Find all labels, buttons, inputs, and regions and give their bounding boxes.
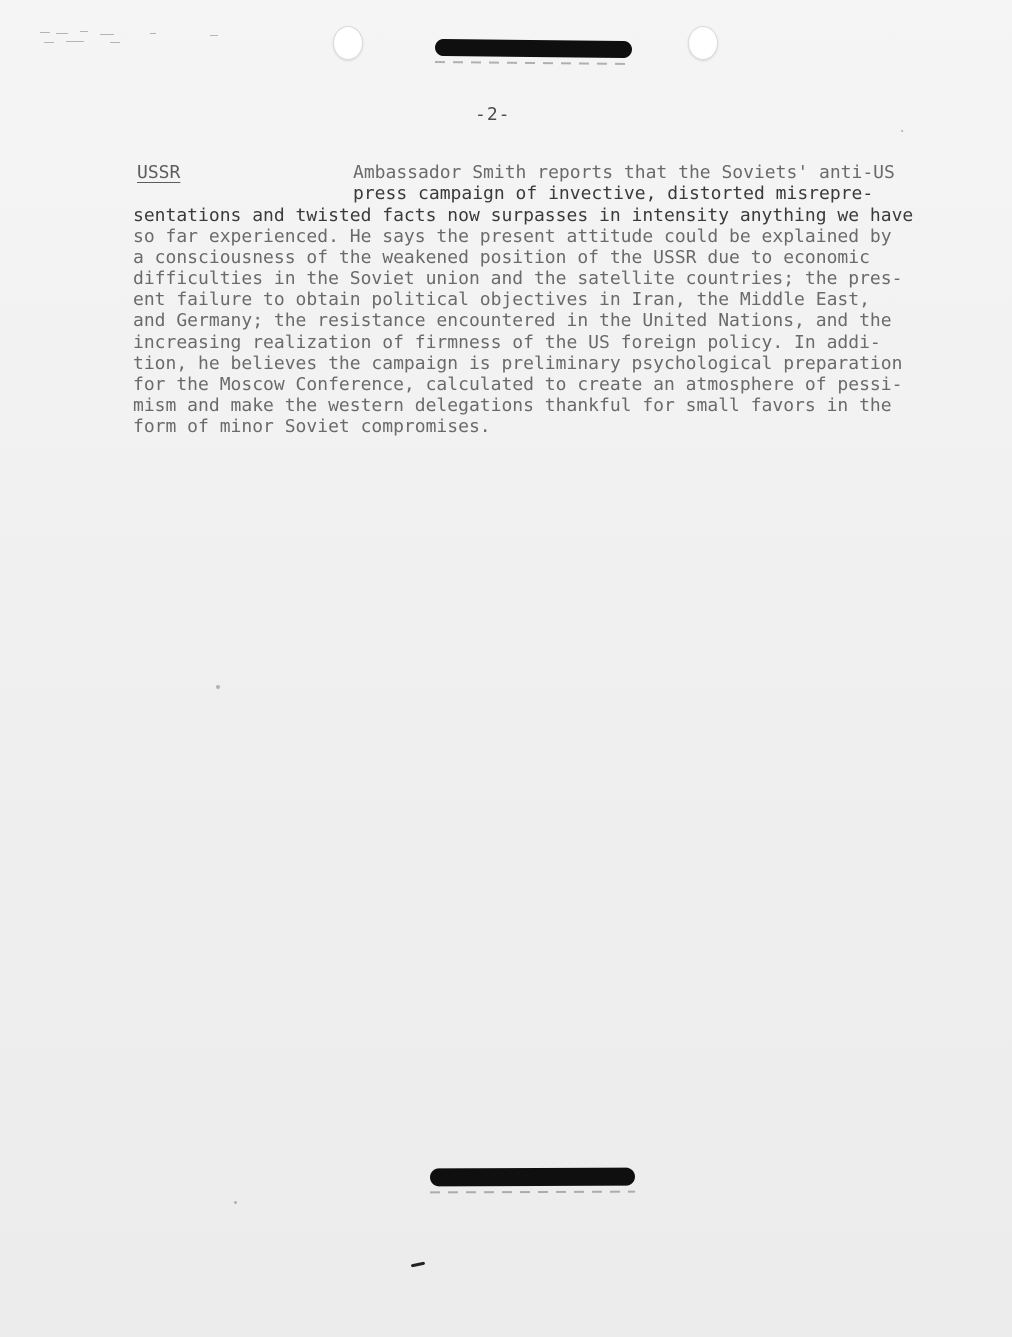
section-label: USSR [137, 162, 181, 183]
punch-hole-left [333, 26, 363, 60]
ink-dot [234, 1201, 237, 1204]
paragraph-line-5: a consciousness of the weakened position of the USSR due to economic [133, 247, 870, 268]
redaction-bar-bottom [430, 1168, 635, 1187]
paragraph-line-2: press campaign of invective, distorted misrepre- [353, 183, 874, 204]
paragraph-line-9: increasing realization of firmness of the US foreign policy. In addi- [133, 332, 881, 353]
paragraph-line-12: mism and make the western delegations thankful for small favors in the [133, 395, 892, 416]
paragraph-line-3: sentations and twisted facts now surpasses in intensity anything we have [133, 205, 914, 226]
punch-hole-right [688, 26, 718, 60]
redaction-bar-top [435, 39, 632, 58]
page-number: -2- [475, 104, 511, 125]
paragraph-line-7: ent failure to obtain political objectives in Iran, the Middle East, [133, 289, 870, 310]
paragraph-line-6: difficulties in the Soviet union and the satellite countries; the pres- [133, 268, 903, 289]
paragraph-line-4: so far experienced. He says the present attitude could be explained by [133, 226, 892, 247]
paragraph-line-1: Ambassador Smith reports that the Soviets' anti-US [353, 162, 895, 183]
ink-dot [216, 685, 220, 689]
paragraph-line-10: tion, he believes the campaign is preliminary psychological preparation [133, 353, 903, 374]
paragraph-line-8: and Germany; the resistance encountered in the United Nations, and the [133, 310, 892, 331]
paragraph-line-13: form of minor Soviet compromises. [133, 416, 491, 437]
margin-specks [40, 24, 280, 54]
margin-mark-right: · [898, 124, 907, 140]
pen-mark [411, 1262, 425, 1268]
paragraph-line-11: for the Moscow Conference, calculated to create an atmosphere of pessi- [133, 374, 903, 395]
